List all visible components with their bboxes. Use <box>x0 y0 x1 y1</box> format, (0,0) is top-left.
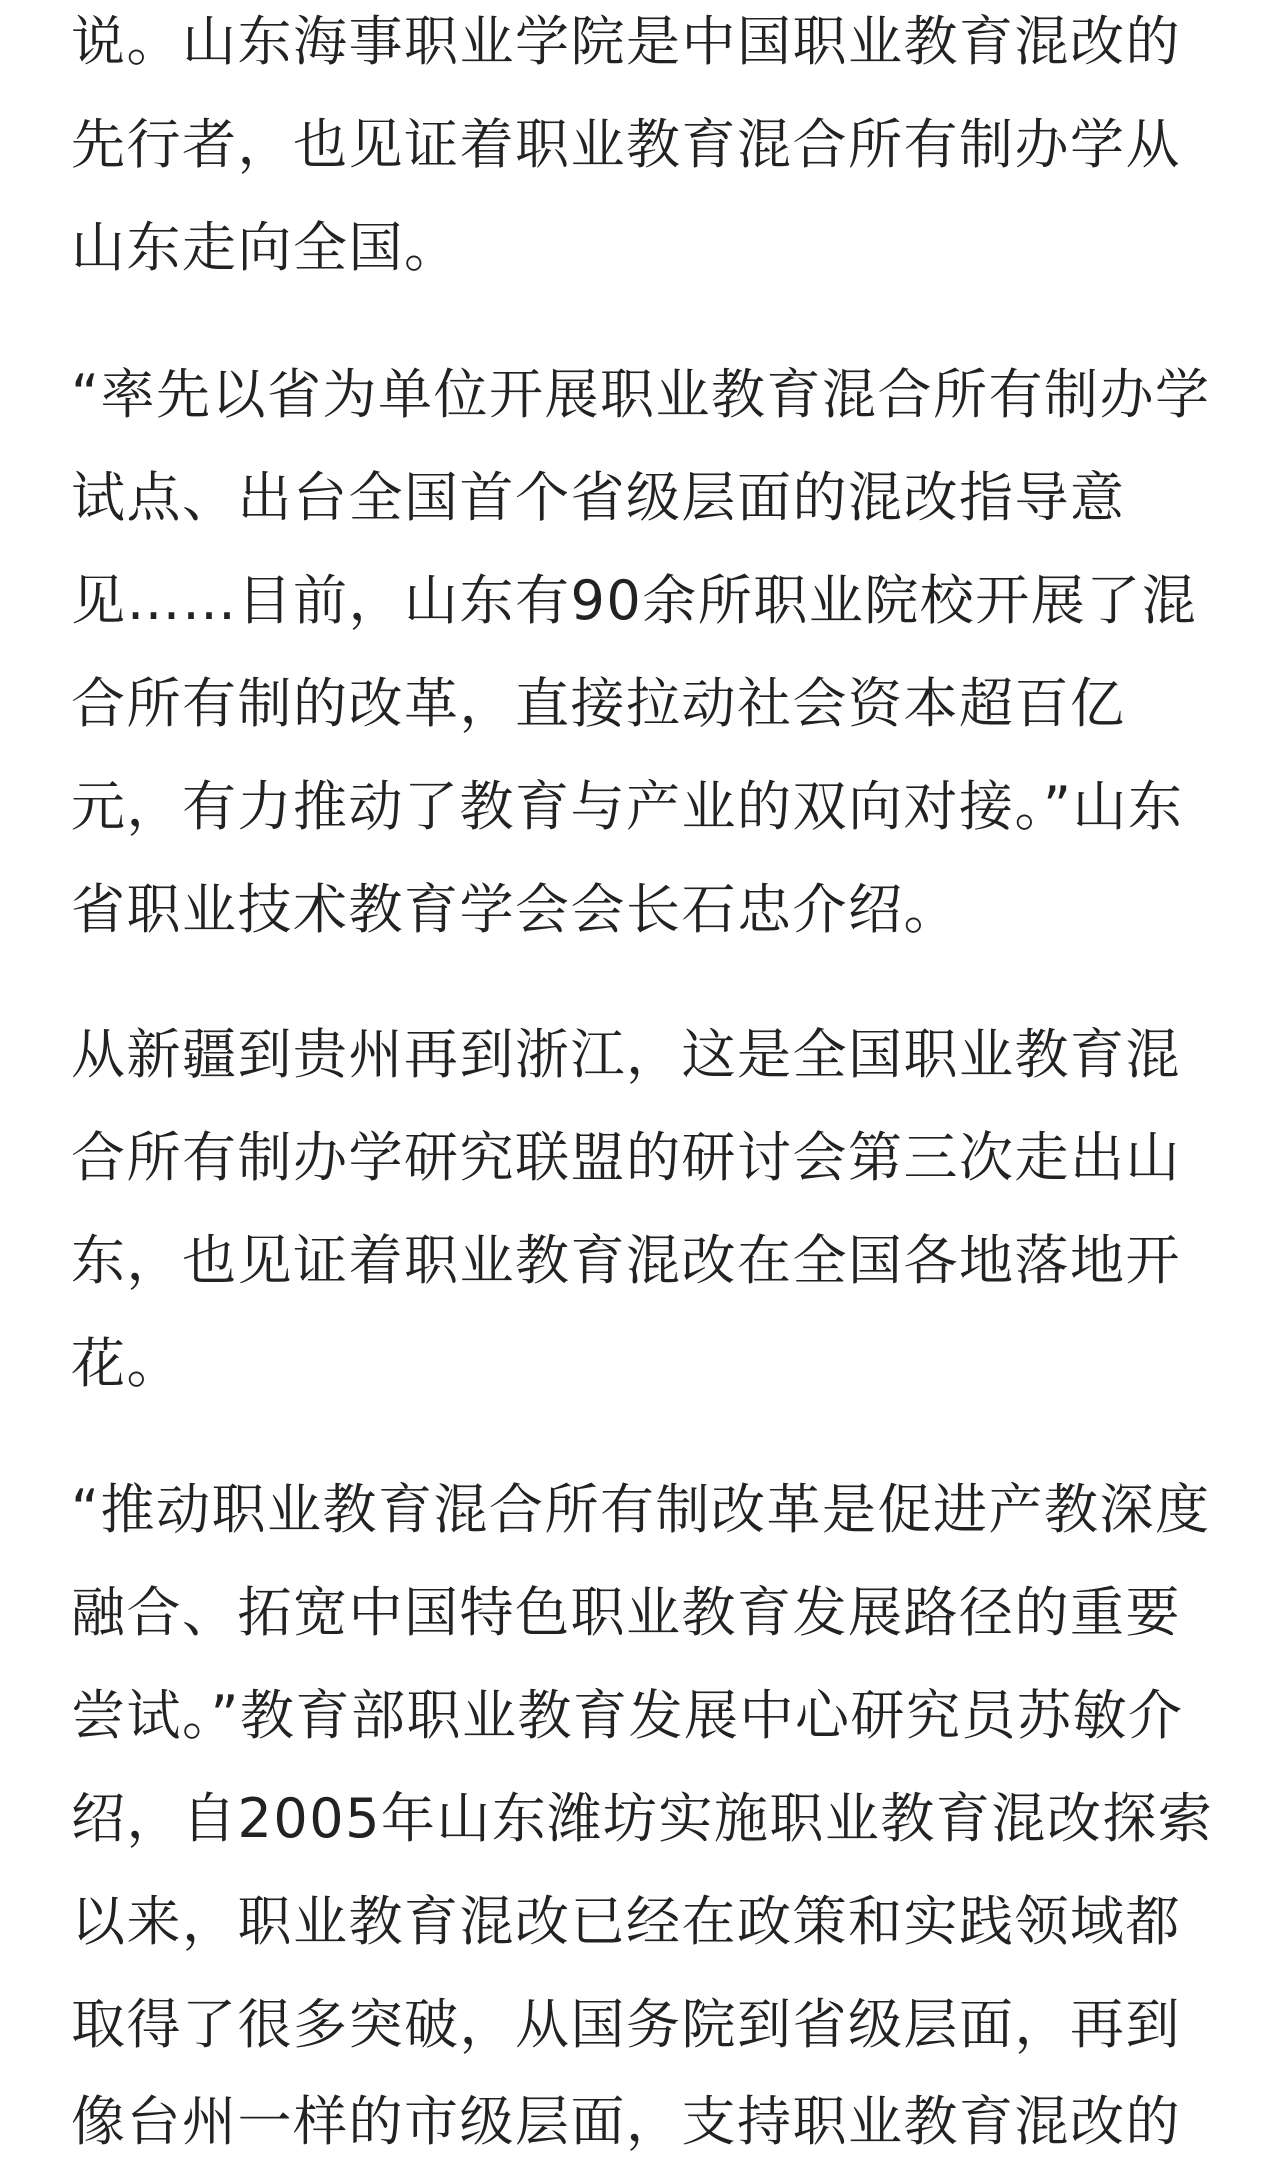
paragraph-2-line-1: “率先以省为单位开展职业教育混合所有制办学 <box>71 363 1211 426</box>
paragraph-2-line-6: 省职业技术教育学会会长石忠介绍。 <box>71 878 959 941</box>
paragraph-1-line-2: 先行者，也见证着职业教育混合所有制办学从 <box>71 113 1181 176</box>
paragraph-3-line-4: 花。 <box>71 1332 182 1395</box>
paragraph-4-line-5: 以来，职业教育混改已经在政策和实践领域都 <box>71 1890 1181 1953</box>
paragraph-2-line-3: 见……目前，山东有90余所职业院校开展了混 <box>71 569 1198 632</box>
paragraph-4-line-2: 融合、拓宽中国特色职业教育发展路径的重要 <box>71 1581 1181 1644</box>
paragraph-3-line-3: 东，也见证着职业教育混改在全国各地落地开 <box>71 1229 1181 1292</box>
paragraph-4-line-3: 尝试。”教育部职业教育发展中心研究员苏敏介 <box>71 1684 1184 1747</box>
paragraph-4-line-4: 绍，自2005年山东潍坊实施职业教育混改探索 <box>71 1787 1214 1850</box>
paragraph-1-line-1: 说。山东海事职业学院是中国职业教育混改的 <box>71 10 1181 73</box>
paragraph-3-line-2: 合所有制办学研究联盟的研讨会第三次走出山 <box>71 1126 1181 1189</box>
paragraph-2-line-5: 元，有力推动了教育与产业的双向对接。”山东 <box>71 775 1184 838</box>
paragraph-2-line-2: 试点、出台全国首个省级层面的混改指导意 <box>71 466 1126 529</box>
paragraph-4-line-7: 像台州一样的市级层面，支持职业教育混改的 <box>71 2090 1181 2153</box>
paragraph-4-line-1: “推动职业教育混合所有制改革是促进产教深度 <box>71 1478 1211 1541</box>
paragraph-4-line-6: 取得了很多突破，从国务院到省级层面，再到 <box>71 1993 1181 2056</box>
paragraph-3-line-1: 从新疆到贵州再到浙江，这是全国职业教育混 <box>71 1023 1181 1086</box>
paragraph-1-line-3: 山东走向全国。 <box>71 216 460 279</box>
paragraph-2-line-4: 合所有制的改革，直接拉动社会资本超百亿 <box>71 672 1126 735</box>
